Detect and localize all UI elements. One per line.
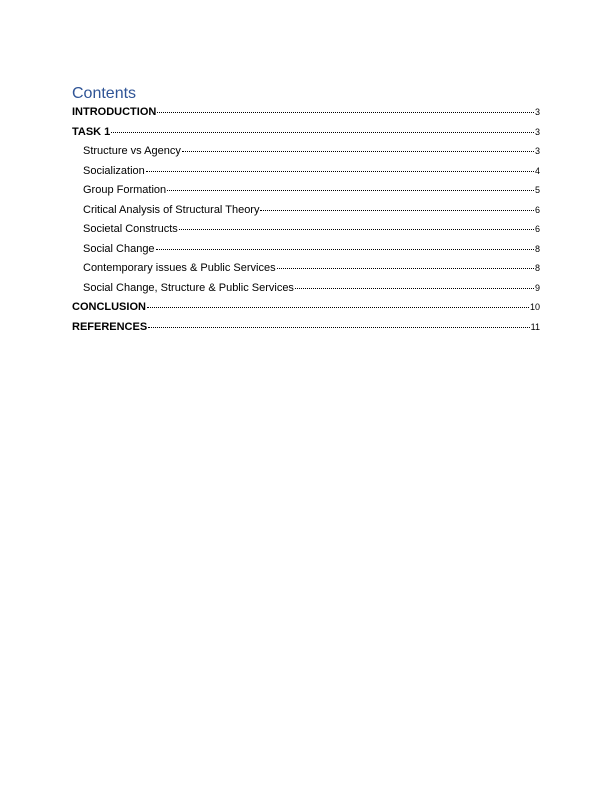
dot-leader: [260, 198, 534, 211]
dot-leader: [295, 276, 534, 289]
table-of-contents: [72, 102, 540, 336]
dot-leader: [157, 100, 534, 113]
toc-entry-label: Socialization: [83, 164, 145, 177]
toc-entry-label: Contemporary issues & Public Services: [83, 262, 276, 274]
dot-leader: [277, 256, 534, 269]
toc-entry-references[interactable]: [72, 317, 540, 337]
toc-entry-label: Structure vs Agency: [83, 145, 181, 157]
toc-page-number: 8: [534, 263, 540, 273]
toc-entry-label: REFERENCES: [72, 320, 148, 333]
toc-page-number: 6: [534, 204, 540, 215]
toc-page-number: 3: [534, 126, 540, 137]
toc-page-number: 5: [534, 185, 540, 195]
toc-page-number: 11: [530, 321, 540, 332]
dot-leader: [179, 217, 534, 230]
dot-leader: [148, 315, 529, 328]
dot-leader: [156, 237, 534, 250]
toc-entry-label: Societal Constructs: [83, 223, 178, 235]
toc-entry-label: Group Formation: [83, 184, 167, 196]
toc-page-number: 10: [529, 302, 540, 312]
toc-page-number: 6: [534, 224, 540, 234]
toc-page-number: 9: [534, 282, 540, 293]
toc-entry-label: TASK 1: [72, 125, 111, 138]
toc-entry-label: Critical Analysis of Structural Theory: [83, 203, 260, 216]
toc-entry-label: Social Change, Structure & Public Services: [83, 281, 294, 294]
dot-leader: [146, 159, 534, 172]
toc-entry-label: Social Change: [83, 242, 155, 255]
toc-page-number: 4: [534, 165, 540, 176]
toc-page-number: 3: [534, 146, 540, 156]
toc-page-number: 8: [534, 243, 540, 254]
toc-entry-label: CONCLUSION: [72, 301, 146, 313]
dot-leader: [147, 295, 529, 308]
dot-leader: [182, 139, 534, 152]
toc-entry-label: INTRODUCTION: [72, 106, 157, 118]
dot-leader: [111, 120, 534, 133]
toc-page-number: 3: [534, 107, 540, 117]
dot-leader: [167, 178, 534, 191]
toc-title: Contents: [72, 85, 137, 102]
